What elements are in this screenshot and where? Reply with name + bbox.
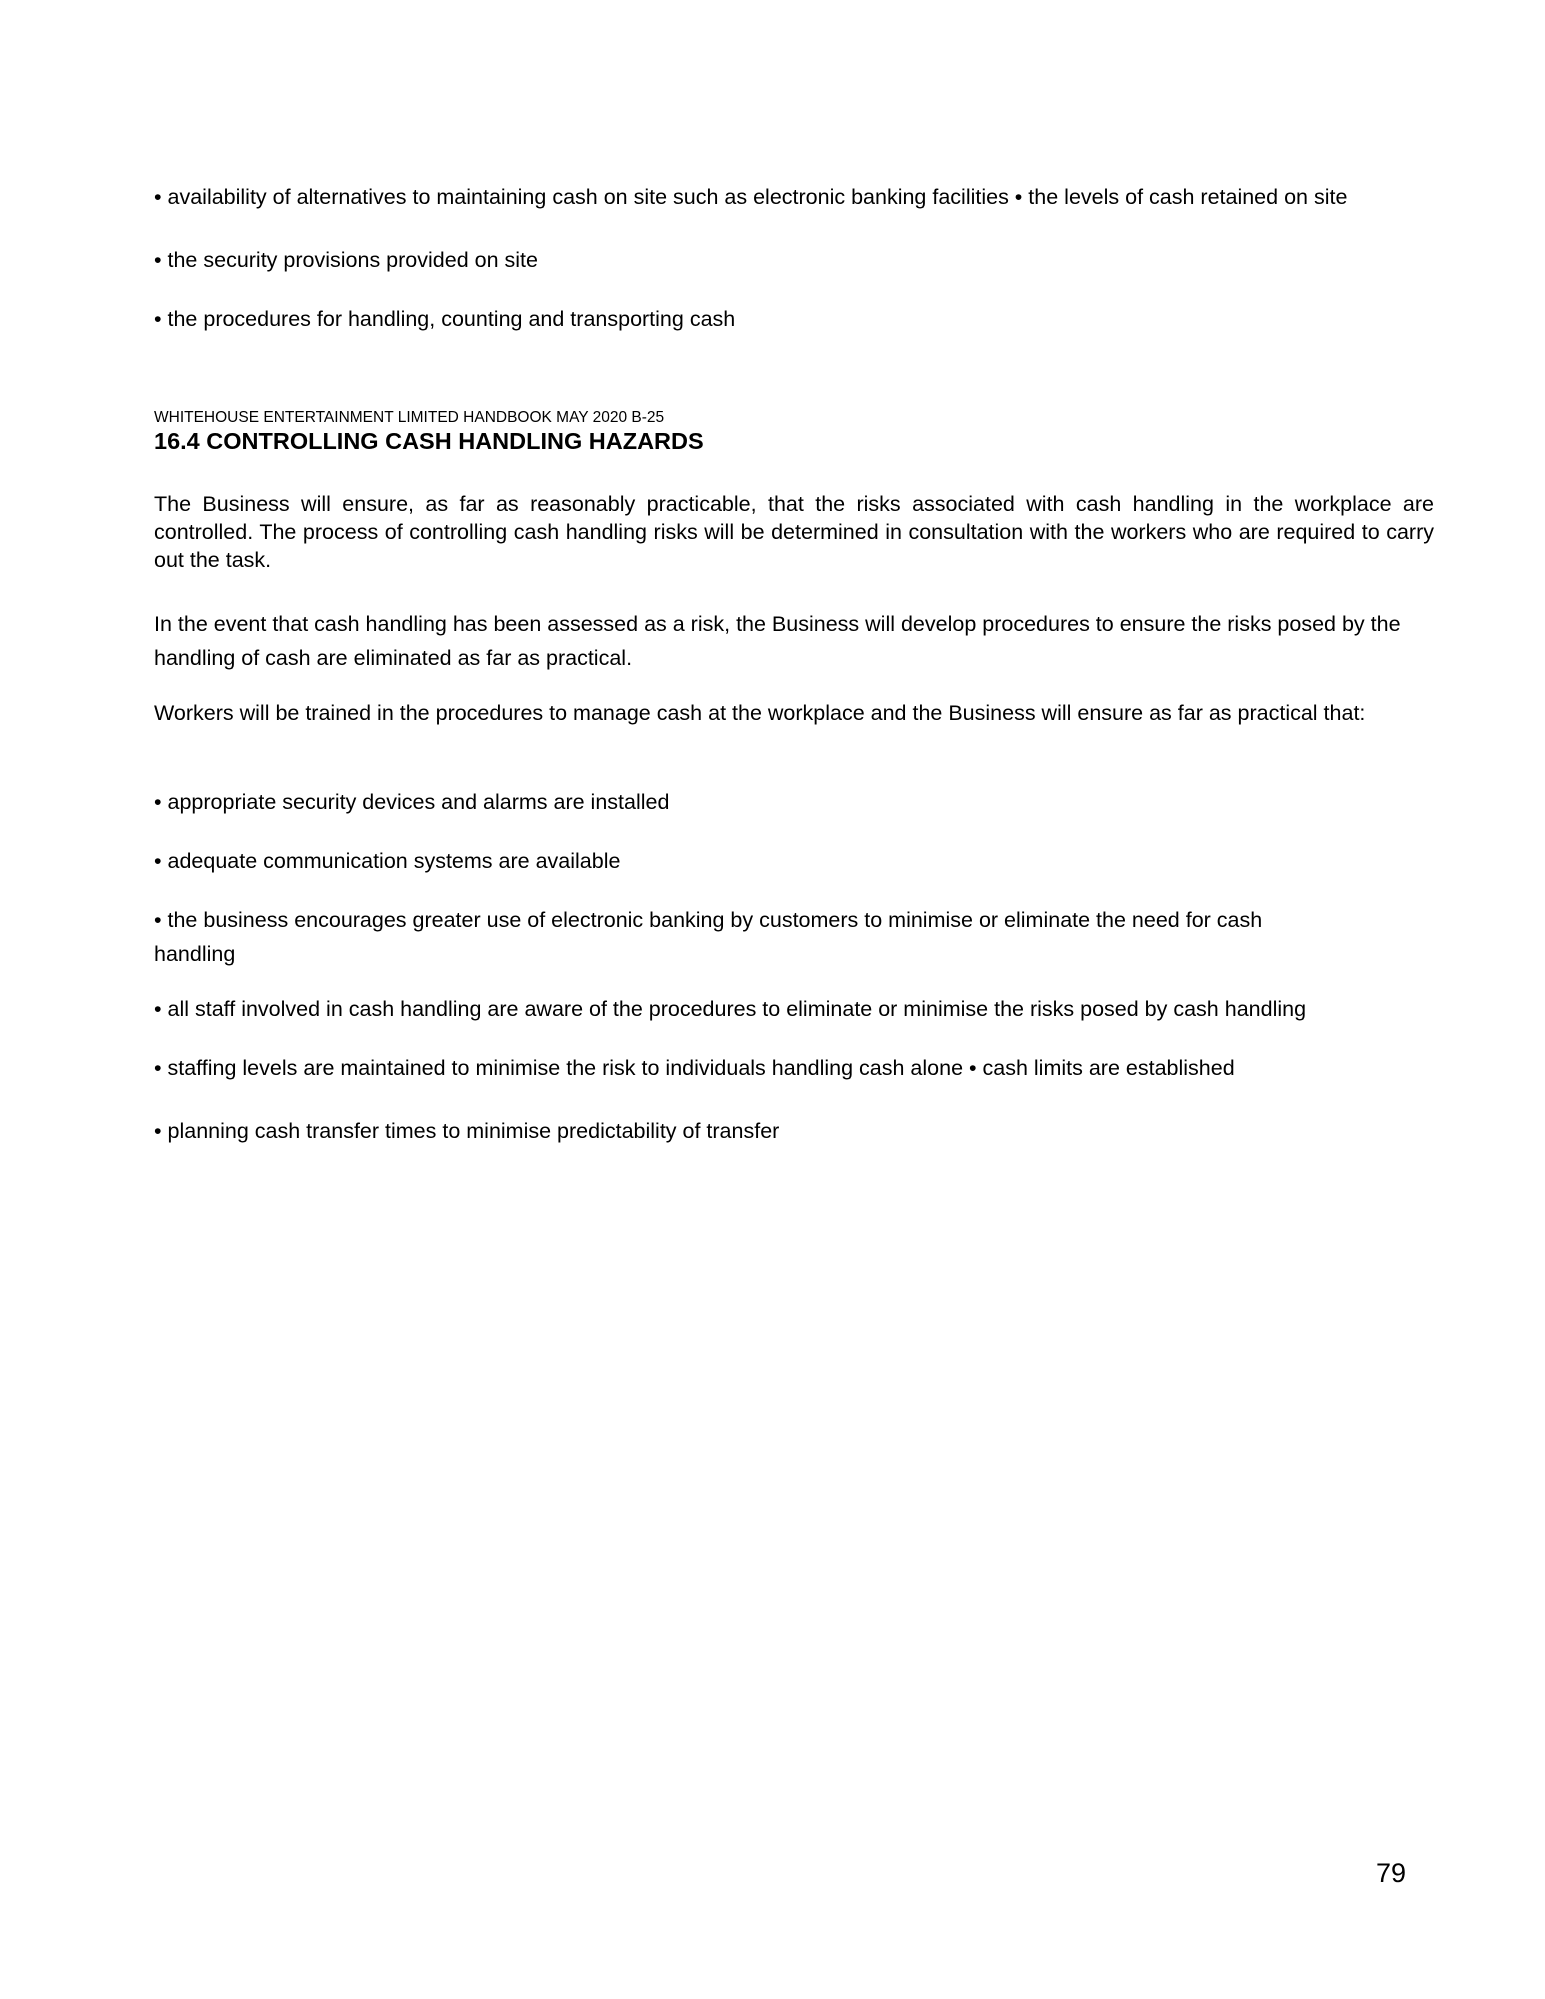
list-item: • all staff involved in cash handling are aware of the procedures to eliminate or minimise the risks posed by cash handling — [154, 997, 1307, 1021]
paragraph: The Business will ensure, as far as reasonably practicable, that the risks associated with cash handling in the workplace are controlled. The process of controlling cash handling risks will be determined in consultation with the workers who are required to carry out the task. — [154, 492, 1434, 572]
paragraph: Workers will be trained in the procedures to manage cash at the workplace and the Business will ensure as far as practical that: — [154, 701, 1366, 725]
list-item: • availability of alternatives to maintaining cash on site such as electronic banking facilities • the levels of cash retained on site — [154, 185, 1348, 209]
list-item: • the security provisions provided on site — [154, 248, 538, 272]
running-header: WHITEHOUSE ENTERTAINMENT LIMITED HANDBOOK MAY 2020 B-25 — [154, 409, 665, 426]
list-item: • the business encourages greater use of electronic banking by customers to minimise or eliminate the need for cash handling — [154, 908, 1263, 966]
list-item: • planning cash transfer times to minimise predictability of transfer — [154, 1119, 780, 1143]
list-item: • adequate communication systems are available — [154, 849, 621, 873]
paragraph: In the event that cash handling has been assessed as a risk, the Business will develop procedures to ensure the risks posed by the handling of cash are eliminated as far as practical. — [154, 612, 1401, 670]
page-number: 79 — [1376, 1858, 1407, 1888]
list-item: • the procedures for handling, counting and transporting cash — [154, 307, 736, 331]
list-item: • staffing levels are maintained to minimise the risk to individuals handling cash alone • cash limits are established — [154, 1056, 1235, 1080]
section-heading: 16.4 CONTROLLING CASH HANDLING HAZARDS — [154, 428, 704, 454]
list-item: • appropriate security devices and alarms are installed — [154, 790, 670, 814]
